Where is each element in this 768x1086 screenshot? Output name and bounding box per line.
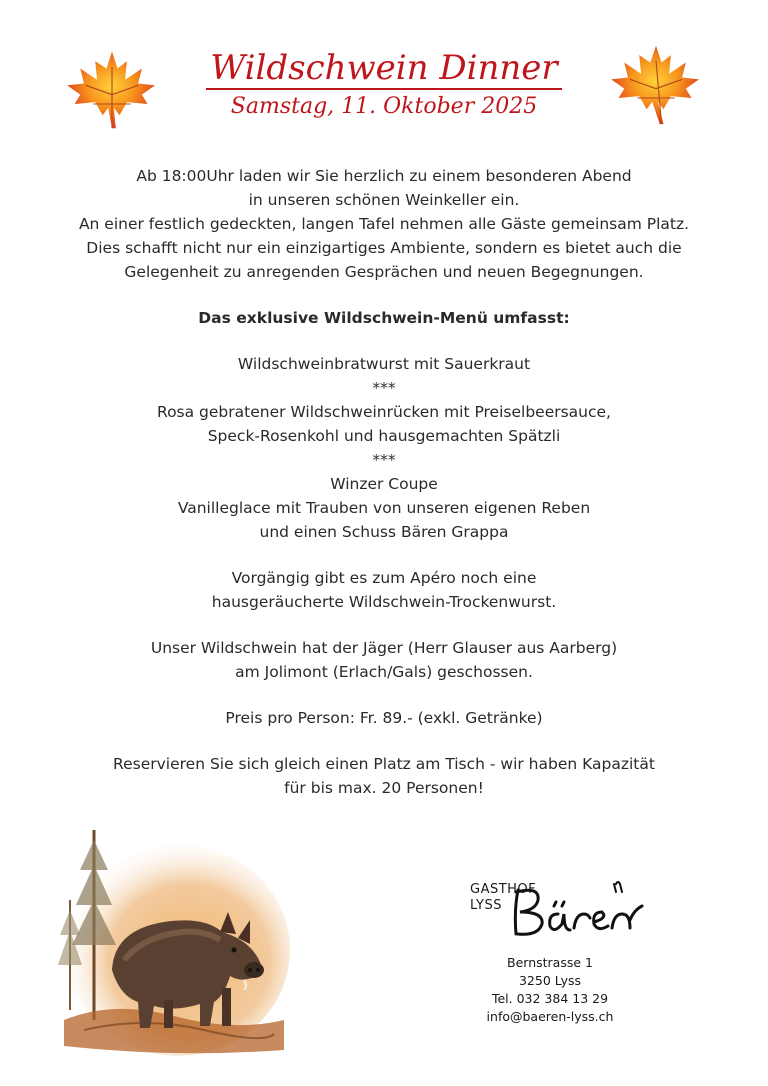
menu-line: Speck-Rosenkohl und hausgemachten Spätzli [207,427,561,445]
address-street: Bernstrasse 1 [507,955,593,970]
event-title: Wildschwein Dinner [0,46,768,90]
menu-line: Winzer Coupe [330,475,438,493]
address-phone: Tel. 032 384 13 29 [491,991,609,1006]
logo-gasthof-text: GASTHOF [470,882,537,897]
baeren-script-logo [506,880,646,940]
address-city: 3250 Lyss [518,973,582,988]
menu-heading: Das exklusive Wildschwein-Menü umfasst: [198,309,570,327]
menu-line: Rosa gebratener Wildschweinrücken mit Preiselbeersauce, [157,403,611,421]
menu-separator: *** [372,379,396,397]
hunter-line: Unser Wildschwein hat der Jäger (Herr Glauser aus Aarberg) [150,639,618,657]
event-date: Samstag, 11. Oktober 2025 [230,94,538,119]
apero-line: Vorgängig gibt es zum Apéro noch eine [231,569,537,587]
intro-line: Dies schafft nicht nur ein einzigartiges Ambiente, sondern es bietet auch die [86,239,682,257]
menu-line: Vanilleglace mit Trauben von unseren eigenen Reben [177,499,591,517]
reservation-line: Reservieren Sie sich gleich einen Platz am Tisch - wir haben Kapazität [113,755,655,773]
intro-line: in unseren schönen Weinkeller ein. [248,191,520,209]
address-block [460,954,640,1026]
menu-line: und einen Schuss Bären Grappa [259,523,509,541]
reservation-line: für bis max. 20 Personen! [284,779,484,797]
logo-lyss-text: LYSS [470,898,502,913]
menu-separator: *** [372,451,396,469]
intro-line: An einer festlich gedeckten, langen Tafel nehmen alle Gäste gemeinsam Platz. [78,215,690,233]
menu-line: Wildschweinbratwurst mit Sauerkraut [237,355,531,373]
wild-boar-illustration [54,820,290,1058]
price-line: Preis pro Person: Fr. 89.- (exkl. Getränke) [225,709,543,727]
intro-line: Gelegenheit zu anregenden Gesprächen und neuen Begegnungen. [124,263,644,281]
address-email[interactable]: info@baeren-lyss.ch [486,1009,614,1024]
intro-line: Ab 18:00Uhr laden wir Sie herzlich zu einem besonderen Abend [136,167,632,185]
baeren-logo [470,874,650,944]
hunter-line: am Jolimont (Erlach/Gals) geschossen. [235,663,533,681]
invitation-text [40,164,728,800]
apero-line: hausgeräucherte Wildschwein-Trockenwurst. [211,593,557,611]
